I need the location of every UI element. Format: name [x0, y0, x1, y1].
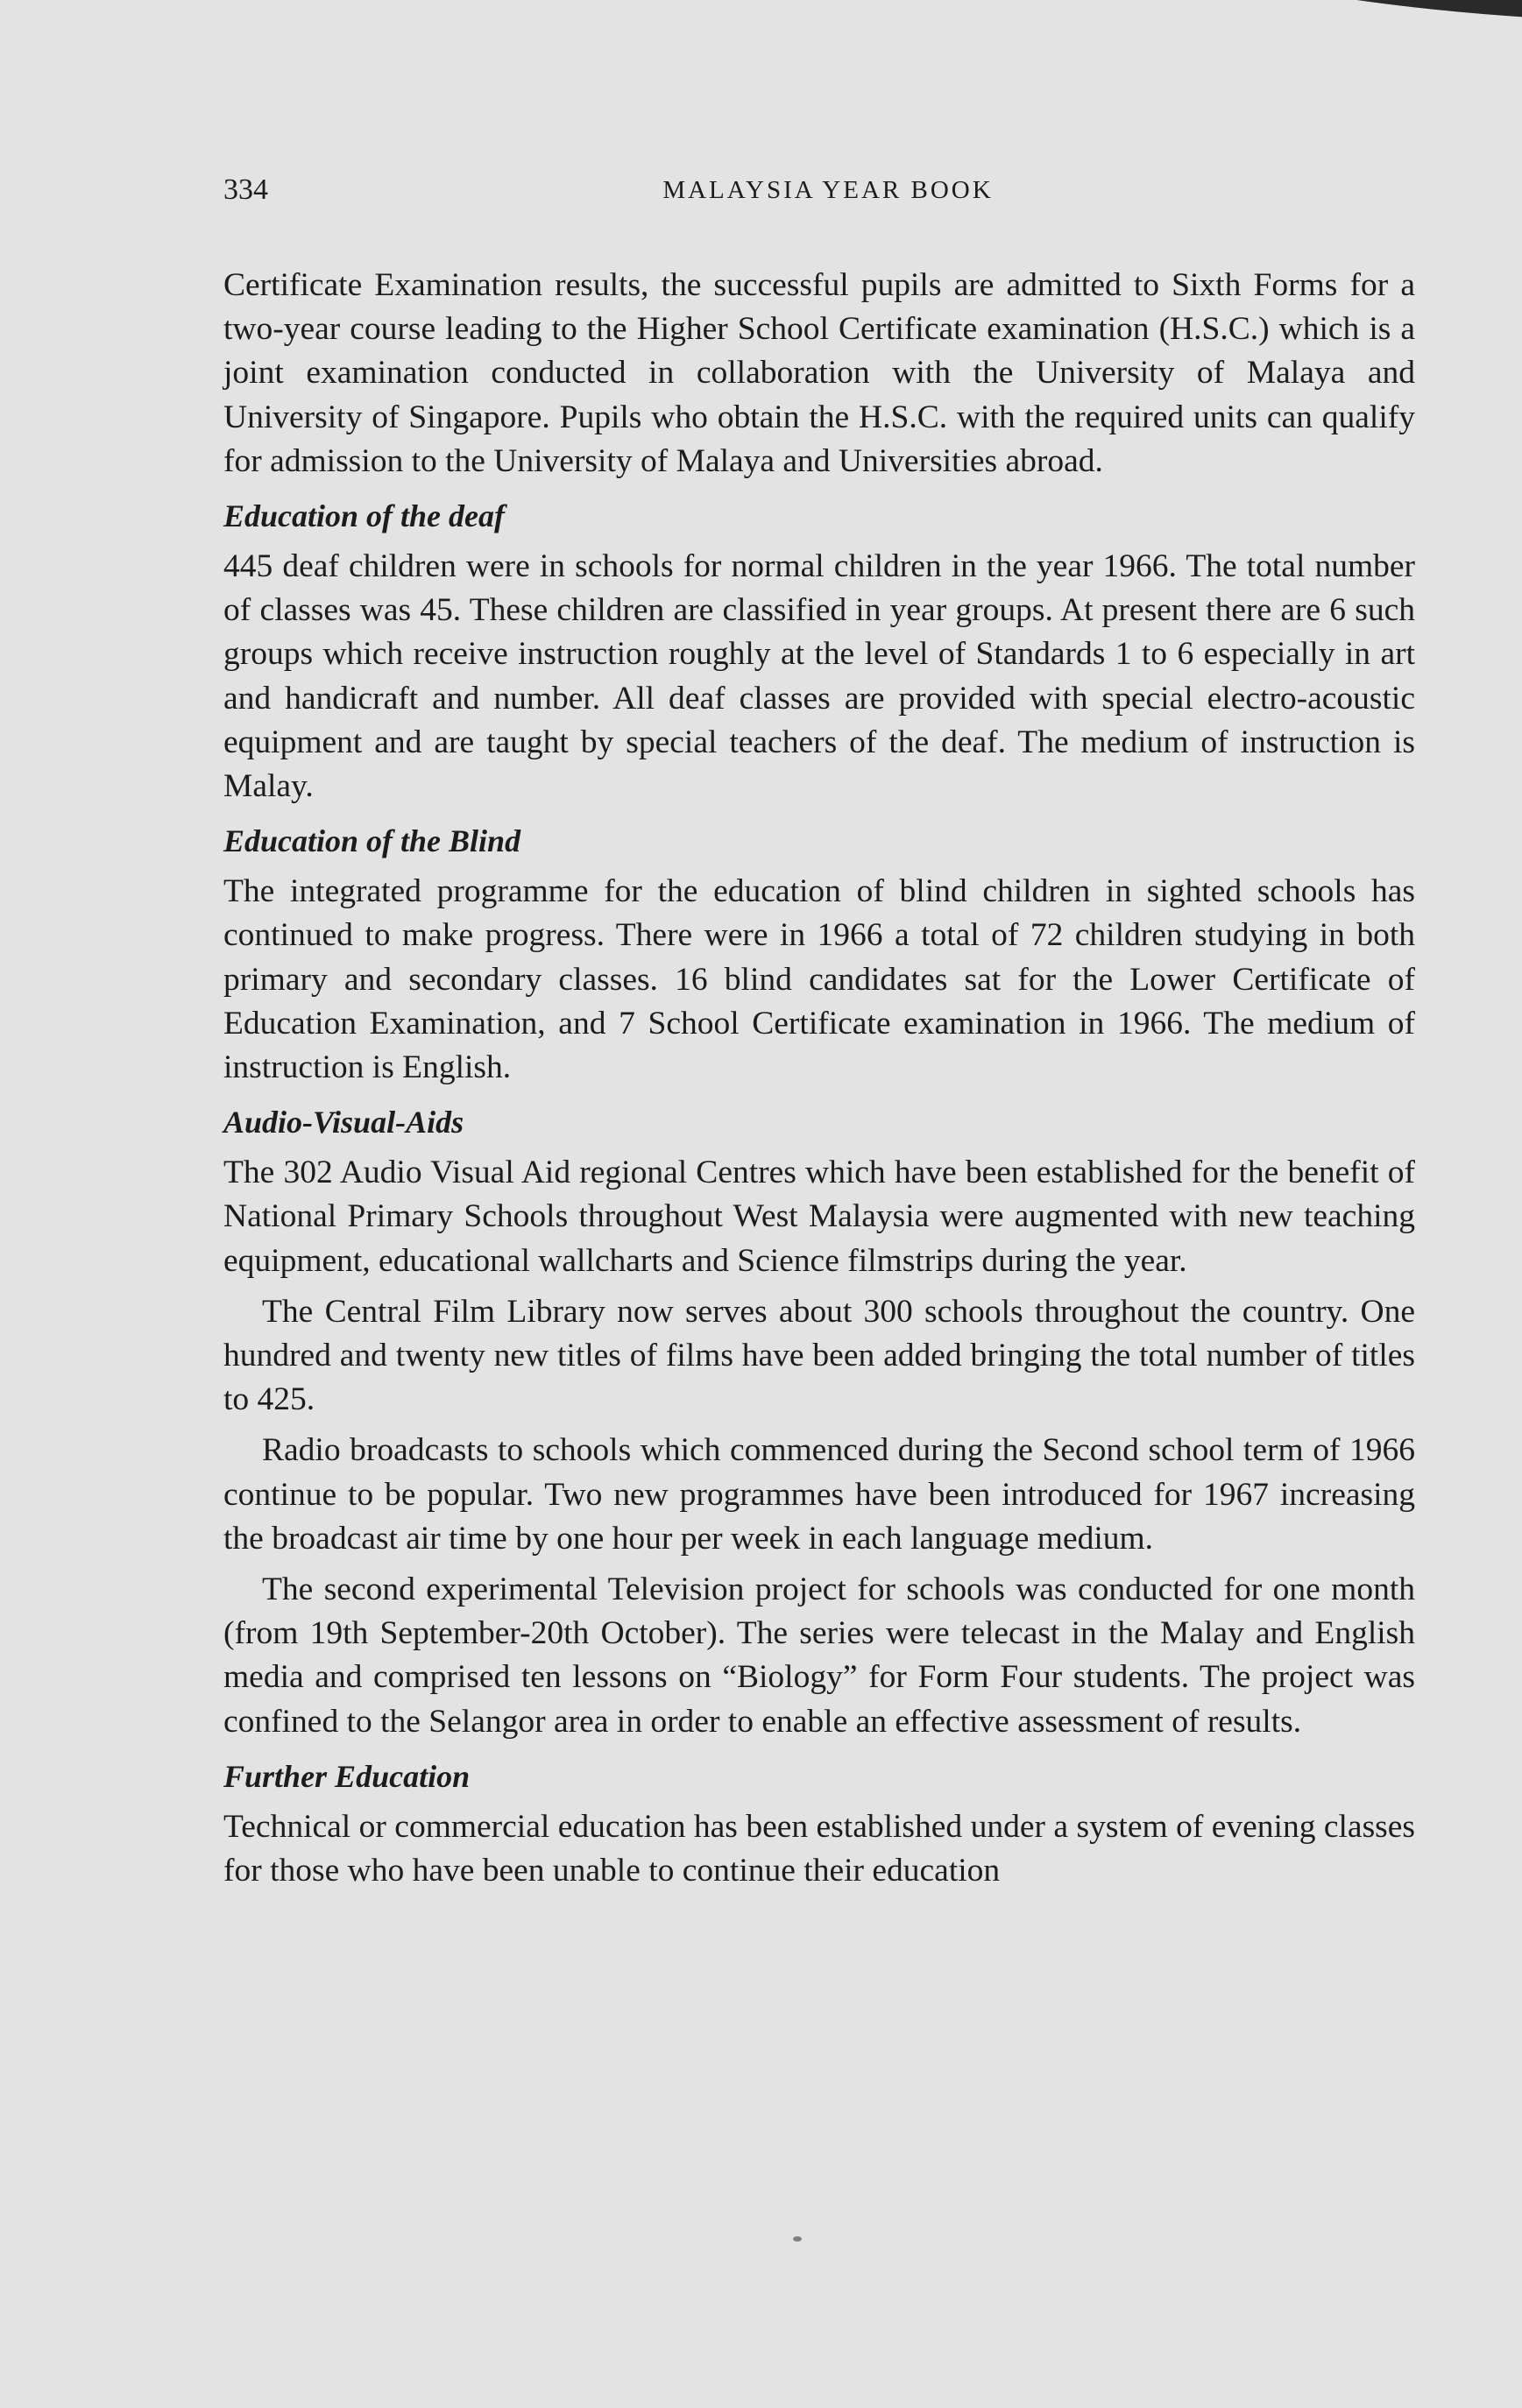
section-education-of-the-blind: [223, 819, 1415, 1090]
page-content: [223, 264, 1415, 1893]
paragraph: The integrated programme for the education of blind children in sighted schools has continued to make progress. There were in 1966 a total of 72 children studying in both primary and secondary classes. 16 blind candidates sat for the Lower Certificate of Education Examination, and 7 School Certificate examination in 1966. The medium of instruction is English.: [223, 873, 1415, 1086]
section-sixth-forms: [223, 264, 1415, 484]
running-head: [223, 171, 1415, 209]
paper-speck: [793, 2236, 802, 2242]
paragraph: 445 deaf children were in schools for normal children in the year 1966. The total number of classes was 45. These children are classified in year groups. At present there are 6 such groups which receive instruction roughly at the level of Standards 1 to 6 especially in art and handicraft and number. All deaf classes are provided with special electro-acoustic equipment and are taught by special teachers of the deaf. The medium of instruction is Malay.: [223, 548, 1415, 805]
paragraph: Radio broadcasts to schools which commenced during the Second school term of 1966 continue to be popular. Two new programmes have been introduced for 1967 increasing the broadcast air time by one hour per week in each language medium.: [223, 1432, 1415, 1557]
section-education-of-the-deaf: [223, 494, 1415, 809]
paragraph: The 302 Audio Visual Aid regional Centres which have been established for the benefit of National Primary Schools throughout West Malaysia were augmented with new teaching equipment, educational wallcharts and Science filmstrips during the year.: [223, 1155, 1415, 1279]
section-further-education: [223, 1755, 1415, 1893]
section-audio-visual-aids: [223, 1100, 1415, 1744]
section-heading: Further Education: [223, 1758, 471, 1794]
book-title: MALAYSIA YEAR BOOK: [662, 176, 994, 204]
paragraph: Technical or commercial education has been established under a system of evening classes for those who have been unable to continue their education: [223, 1808, 1415, 1889]
paragraph: The Central Film Library now serves about 300 schools throughout the country. One hundred and twenty new titles of films have been added bringing the total number of titles to 425.: [223, 1293, 1415, 1418]
page-number: 334: [223, 173, 268, 206]
page-edge-shadow: [1206, 0, 1522, 20]
section-heading: Education of the deaf: [223, 498, 505, 534]
paragraph: The second experimental Television project for schools was conducted for one month (from 19th September-20th October). The series were telecast in the Malay and English media and comprised ten lessons on “Biology” for Form Four students. The project was confined to the Selangor area in order to enable an effective assessment of results.: [223, 1571, 1415, 1740]
section-heading: Audio-Visual-Aids: [223, 1105, 464, 1140]
paragraph: Certificate Examination results, the successful pupils are admitted to Sixth Forms for a two-year course leading to the Higher School Certificate examination (H.S.C.) which is a joint examination conducted in collaboration with the University of Malaya and University of Singapore. Pupils who obtain the H.S.C. with the required units can qualify for admission to the University of Malaya and Universities abroad.: [223, 267, 1415, 479]
book-page: [223, 171, 1415, 1893]
section-heading: Education of the Blind: [223, 823, 521, 859]
